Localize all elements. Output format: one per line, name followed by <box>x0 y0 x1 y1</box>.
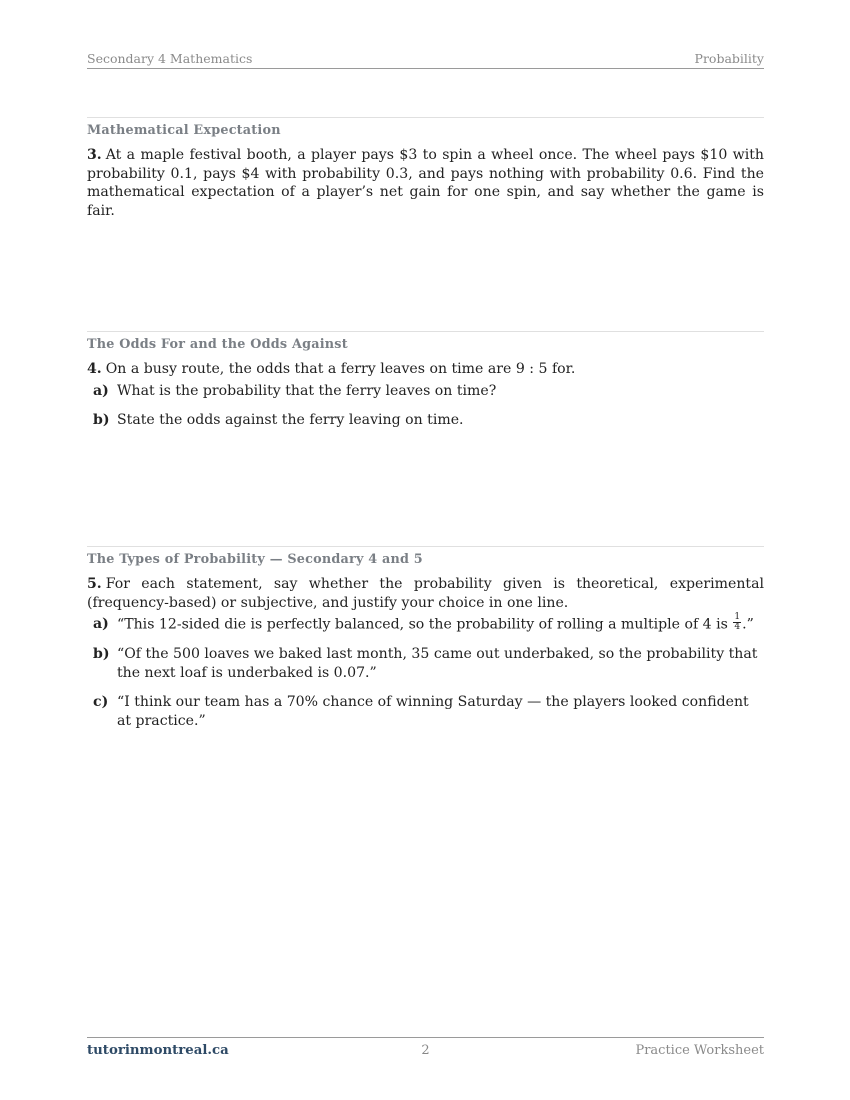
header-topic: Probability <box>694 51 764 66</box>
section-divider <box>87 546 764 547</box>
fraction-numerator: 1 <box>734 612 741 623</box>
section-types <box>87 546 764 742</box>
part-text: What is the probability that the ferry leaves on time? <box>117 382 497 399</box>
part-label: c) <box>93 694 109 711</box>
question-number: 4. <box>87 361 102 377</box>
page-number: 2 <box>421 1043 430 1058</box>
part-label: a) <box>93 616 109 633</box>
section-title: Mathematical Expectation <box>87 123 281 138</box>
question-number: 3. <box>87 147 102 163</box>
footer-site-link[interactable]: tutorinmontreal.ca <box>87 1043 229 1058</box>
section-expectation <box>87 117 764 220</box>
part-label: b) <box>93 412 110 429</box>
question-3 <box>87 146 764 220</box>
part-text: “This 12-sided die is perfectly balanced, so the probability of rolling a multiple of 4 is <box>117 616 728 633</box>
part-label: b) <box>93 646 110 663</box>
part-a <box>87 612 764 634</box>
question-number: 5. <box>87 576 102 592</box>
question-text: For each statement, say whether the probability given is theoretical, experimental (frequency-based) or subjective, and justify your choice in one line. <box>87 576 764 611</box>
question-parts <box>87 612 764 730</box>
part-b <box>87 411 764 430</box>
footer-label: Practice Worksheet <box>635 1043 764 1058</box>
worksheet-page <box>87 0 764 1100</box>
question-text: At a maple festival booth, a player pays $3 to spin a wheel once. The wheel pays $10 with probability 0.1, pays $4 with probability 0.3, and pays nothing with probability 0.6. Find the mathematical expectation of a player’s net gain for one spin, and say whether the game is fair. <box>87 147 764 219</box>
part-c <box>87 693 764 730</box>
part-text: State the odds against the ferry leaving on time. <box>117 412 464 429</box>
part-text: “I think our team has a 70% chance of winning Saturday — the players looked confident at practice.” <box>117 694 749 730</box>
part-text-end: .” <box>742 616 754 633</box>
page-header <box>87 50 764 69</box>
question-parts <box>87 382 764 430</box>
section-odds <box>87 331 764 441</box>
part-text: “Of the 500 loaves we baked last month, 35 came out underbaked, so the probability that the next loaf is underbaked is 0.07.” <box>117 646 758 681</box>
page-footer <box>87 1037 764 1058</box>
section-divider <box>87 117 764 118</box>
question-4 <box>87 360 764 379</box>
part-a <box>87 382 764 401</box>
question-text: On a busy route, the odds that a ferry leaves on time are 9 : 5 for. <box>105 361 576 377</box>
header-course: Secondary 4 Mathematics <box>87 51 253 66</box>
part-b <box>87 645 764 682</box>
section-title: The Types of Probability — Secondary 4 and 5 <box>87 552 423 567</box>
section-divider <box>87 331 764 332</box>
fraction-denominator: 4 <box>734 622 741 633</box>
part-label: a) <box>93 382 109 399</box>
fraction <box>733 613 741 632</box>
section-title: The Odds For and the Odds Against <box>87 337 348 352</box>
question-5 <box>87 575 764 612</box>
